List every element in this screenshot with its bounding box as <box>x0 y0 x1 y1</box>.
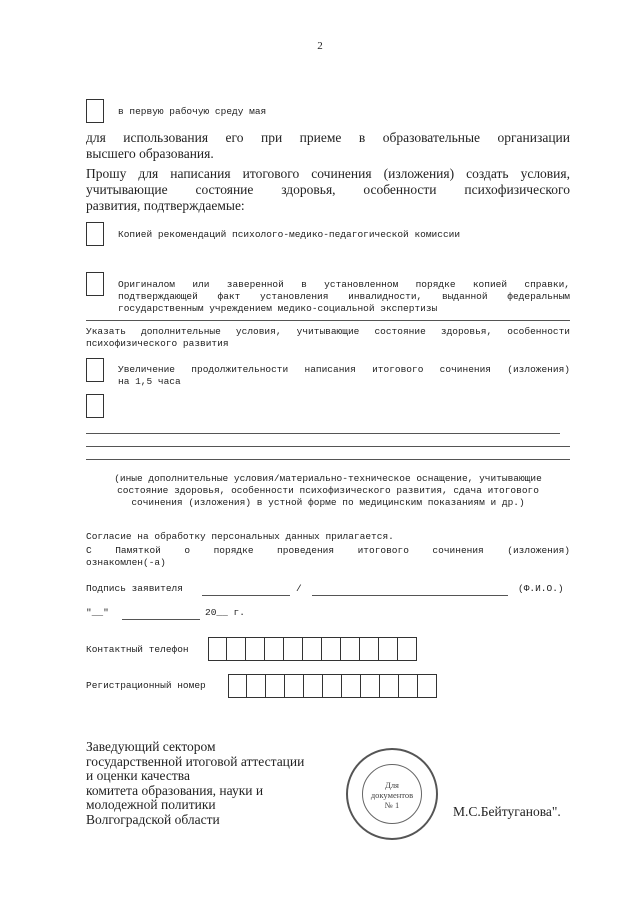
page-number: 2 <box>317 40 323 52</box>
option-original-line2: подтверждающей факт установления инвалидности, выданной федеральным <box>118 291 570 302</box>
footer-line-5: молодежной политики <box>86 797 216 812</box>
signature-slash: / <box>296 583 302 594</box>
stamp-line-1: Для <box>385 780 399 790</box>
reg-label: Регистрационный номер <box>86 680 206 691</box>
reg-digit-cell[interactable] <box>228 674 247 698</box>
paragraph1-line2: высшего образования. <box>86 146 214 161</box>
paragraph2-line3: развития, подтверждаемые: <box>86 198 245 213</box>
note-line2: состояние здоровья, особенности психофизического развития, сдача итогового <box>117 485 539 496</box>
paragraph1-line1: для использования его при приеме в образовательные организации <box>86 130 570 145</box>
reg-digit-cell[interactable] <box>399 674 418 698</box>
paragraph2-line2: учитывающие состояние здоровья, особенности психофизического <box>86 182 570 197</box>
phone-digit-cell[interactable] <box>322 637 341 661</box>
divider <box>86 320 570 321</box>
checkbox-may[interactable] <box>86 99 104 123</box>
footer-line-1: Заведующий сектором <box>86 739 216 754</box>
phone-digit-cell[interactable] <box>284 637 303 661</box>
reg-digit-cell[interactable] <box>285 674 304 698</box>
footer-signature: М.С.Бейтуганова". <box>453 804 561 819</box>
memo-line2: ознакомлен(-а) <box>86 557 166 568</box>
footer-line-4: комитета образования, науки и <box>86 782 264 798</box>
stamp-line-2: документов <box>370 790 414 800</box>
option-original-line3: государственным учреждением медико-социальной экспертизы <box>118 303 438 314</box>
phone-digit-cell[interactable] <box>246 637 265 661</box>
reg-digit-cell[interactable] <box>418 674 437 698</box>
reg-digit-cell[interactable] <box>247 674 266 698</box>
memo-line1: С Памяткой о порядке проведения итогового сочинения (изложения) <box>86 545 570 556</box>
reg-digit-cell[interactable] <box>380 674 399 698</box>
phone-label: Контактный телефон <box>86 644 189 655</box>
official-stamp <box>346 748 438 840</box>
option-extend-line1: Увеличение продолжительности написания итогового сочинения (изложения) <box>118 364 570 375</box>
date-month-line[interactable] <box>122 619 200 620</box>
reg-digit-cell[interactable] <box>342 674 361 698</box>
consent-text: Согласие на обработку персональных данных прилагается. <box>86 531 394 542</box>
note-line3: сочинения (изложения) в устной форме по медицинским показаниям и др.) <box>131 497 525 508</box>
date-day: "__" <box>86 607 109 618</box>
phone-digit-cell[interactable] <box>227 637 246 661</box>
checkbox-pmpk[interactable] <box>86 222 104 246</box>
reg-digit-cell[interactable] <box>323 674 342 698</box>
date-year: 20__ г. <box>205 607 245 618</box>
note-line1: (иные дополнительные условия/материально-техническое оснащение, учитывающие <box>114 473 542 484</box>
phone-digit-cell[interactable] <box>208 637 227 661</box>
footer-block <box>86 740 304 827</box>
option-pmpk-label: Копией рекомендаций психолого-медико-педагогической комиссии <box>118 229 461 240</box>
checkbox-other[interactable] <box>86 394 104 418</box>
phone-digit-cell[interactable] <box>379 637 398 661</box>
reg-number-input[interactable] <box>228 674 437 698</box>
checkbox-original[interactable] <box>86 272 104 296</box>
phone-digit-cell[interactable] <box>265 637 284 661</box>
option-extend-line2: на 1,5 часа <box>118 376 181 387</box>
phone-digit-cell[interactable] <box>303 637 322 661</box>
footer-line-3: и оценки качества <box>86 768 190 783</box>
checkbox-extend-time[interactable] <box>86 358 104 382</box>
paragraph2-line1: Прошу для написания итогового сочинения (изложения) создать условия, <box>86 166 570 181</box>
footer-line-6: Волгоградской области <box>86 811 220 827</box>
fio-line[interactable] <box>312 595 508 596</box>
blank-line-3[interactable] <box>86 459 570 460</box>
option-may-label: в первую рабочую среду мая <box>118 106 267 117</box>
fio-label: (Ф.И.О.) <box>518 583 564 594</box>
additional-hint-line2: психофизического развития <box>86 338 229 349</box>
blank-line-2[interactable] <box>86 446 570 447</box>
reg-digit-cell[interactable] <box>266 674 285 698</box>
blank-line-1[interactable] <box>86 433 560 434</box>
signature-line[interactable] <box>202 595 290 596</box>
option-original-line1: Оригиналом или заверенной в установленном порядке копией справки, <box>118 279 570 290</box>
phone-input[interactable] <box>208 637 417 661</box>
phone-digit-cell[interactable] <box>341 637 360 661</box>
stamp-line-3: № 1 <box>384 800 400 810</box>
phone-digit-cell[interactable] <box>360 637 379 661</box>
phone-digit-cell[interactable] <box>398 637 417 661</box>
reg-digit-cell[interactable] <box>361 674 380 698</box>
signature-label: Подпись заявителя <box>86 583 183 594</box>
reg-digit-cell[interactable] <box>304 674 323 698</box>
additional-hint-line1: Указать дополнительные условия, учитывающие состояние здоровья, особенности <box>86 326 570 337</box>
footer-line-2: государственной итоговой аттестации <box>86 753 305 769</box>
